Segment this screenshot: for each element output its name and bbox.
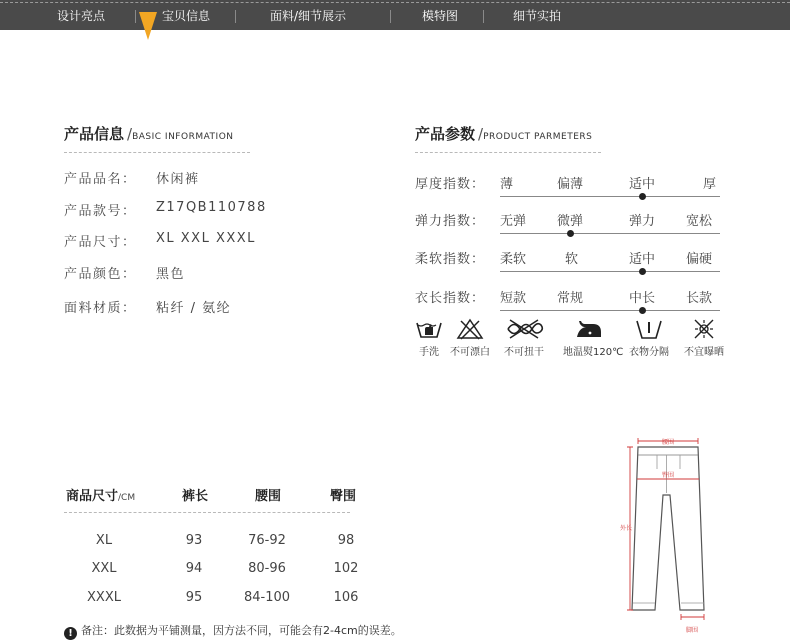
product-params-title-en: PRODUCT PARMETERS [483, 132, 593, 142]
care-separate-wash [627, 318, 671, 358]
size-cell: XL [95, 533, 113, 548]
size-cell: 94 [185, 561, 203, 576]
size-cell: 93 [185, 533, 203, 548]
info-value-size: XL XXL XXXL [156, 231, 256, 246]
nav-separator [483, 10, 484, 23]
nav-active-marker [139, 12, 157, 40]
diagram-label-waist: 腰围 [661, 439, 675, 446]
no-bleach-icon [455, 318, 485, 340]
size-table-divider [64, 512, 350, 513]
param-option: 薄 [500, 177, 514, 192]
product-info-title-en: BASIC INFORMATION [132, 132, 234, 142]
size-cell: XXXL [87, 590, 121, 605]
care-label: 不宜曝晒 [684, 347, 724, 358]
trouser-measurement-diagram [600, 435, 730, 635]
nav-stitch-line [0, 2, 790, 3]
param-option: 无弹 [500, 214, 527, 229]
nav-separator [135, 10, 136, 23]
param-label-length: 衣长指数： [415, 291, 486, 306]
size-cell: 84-100 [243, 590, 291, 605]
info-label-color: 产品颜色： [64, 267, 137, 282]
low-iron-icon [573, 318, 605, 340]
param-label-thickness: 厚度指数： [415, 177, 486, 192]
param-option: 软 [565, 252, 579, 267]
warning-icon: ! [64, 627, 77, 640]
info-label-material: 面料材质： [64, 301, 137, 316]
care-low-iron [563, 318, 624, 358]
param-indicator-dot [639, 193, 646, 200]
param-option: 短款 [500, 291, 527, 306]
info-value-material: 粘纤 / 氨纶 [156, 301, 232, 316]
nav-tab-model-photos[interactable]: 模特图 [422, 9, 459, 23]
care-hand-wash [407, 318, 451, 358]
nav-tab-design-highlights[interactable]: 设计亮点 [57, 9, 106, 23]
param-option: 微弹 [557, 214, 584, 229]
param-scale-line [500, 271, 720, 272]
product-info-title: 产品信息 [64, 125, 125, 143]
nav-tab-detail-photos[interactable]: 细节实拍 [513, 9, 562, 23]
care-no-bleach [448, 318, 492, 358]
nav-tab-product-info[interactable]: 宝贝信息 [162, 9, 211, 23]
size-table-header-label: 商品尺寸 [66, 489, 119, 504]
info-label-name: 产品品名： [64, 172, 137, 187]
param-label-softness: 柔软指数： [415, 252, 486, 267]
size-cell: 102 [333, 561, 359, 576]
no-sun-icon [689, 318, 719, 340]
care-no-sun [682, 318, 726, 358]
param-option: 适中 [629, 252, 656, 267]
product-params-divider [415, 152, 601, 153]
size-table-header-waist: 腰围 [255, 489, 282, 504]
info-label-size: 产品尺寸： [64, 235, 137, 250]
param-scale-line [500, 196, 720, 197]
size-table-header-size [66, 485, 135, 504]
param-scale-line [500, 310, 720, 311]
product-params-heading: 产品参数 /PRODUCT PARMETERS [415, 125, 593, 143]
product-info-divider [64, 152, 250, 153]
param-label-elasticity: 弹力指数： [415, 214, 486, 229]
no-wring-icon [504, 318, 544, 340]
size-cell: 80-96 [248, 561, 286, 576]
param-option: 宽松 [686, 214, 713, 229]
size-table-header-length: 裤长 [182, 489, 209, 504]
diagram-label-length: 外长 [620, 525, 633, 532]
size-cell: XXL [91, 561, 117, 576]
nav-separator [390, 10, 391, 23]
info-value-color: 黑色 [156, 267, 186, 282]
nav-tab-fabric-details[interactable]: 面料/细节展示 [270, 9, 347, 23]
param-option: 常规 [557, 291, 584, 306]
care-label: 衣物分隔 [629, 347, 669, 358]
hem-measure-line [681, 614, 704, 620]
param-scale-line [500, 233, 720, 234]
care-label: 不可扭干 [504, 347, 544, 358]
separate-wash-icon [634, 318, 664, 340]
size-table-unit: /CM [118, 493, 136, 503]
param-option: 厚 [703, 177, 717, 192]
product-params-title: 产品参数 [415, 125, 476, 143]
size-cell: 98 [337, 533, 355, 548]
param-option: 长款 [686, 291, 713, 306]
size-cell: 95 [185, 590, 203, 605]
info-value-style-no: Z17QB110788 [156, 200, 267, 215]
product-info-heading: 产品信息 /BASIC INFORMATION [64, 125, 234, 143]
measurement-note [64, 622, 402, 640]
info-value-name: 休闲裤 [156, 172, 200, 187]
param-option: 适中 [629, 177, 656, 192]
param-option: 偏薄 [557, 177, 584, 192]
info-label-style-no: 产品款号： [64, 204, 137, 219]
care-label: 地温熨120℃ [563, 347, 624, 358]
diagram-label-hip: 臀围 [661, 472, 675, 479]
param-indicator-dot [639, 307, 646, 314]
param-option: 中长 [629, 291, 656, 306]
care-label: 不可漂白 [450, 347, 490, 358]
top-nav [0, 0, 790, 30]
param-indicator-dot [639, 268, 646, 275]
size-table-header-hip: 臀围 [330, 489, 357, 504]
param-option: 柔软 [500, 252, 527, 267]
note-text: 备注：此数据为平铺测量，因方法不同，可能会有2-4cm的误差。 [81, 624, 402, 637]
hand-wash-icon [414, 318, 444, 340]
care-label: 手洗 [419, 347, 439, 358]
size-cell: 76-92 [248, 533, 286, 548]
diagram-label-hem: 脚围 [685, 627, 699, 634]
size-cell: 106 [333, 590, 359, 605]
param-option: 弹力 [629, 214, 656, 229]
care-no-wring [502, 318, 546, 358]
param-indicator-dot [567, 230, 574, 237]
nav-separator [235, 10, 236, 23]
param-option: 偏硬 [686, 252, 713, 267]
